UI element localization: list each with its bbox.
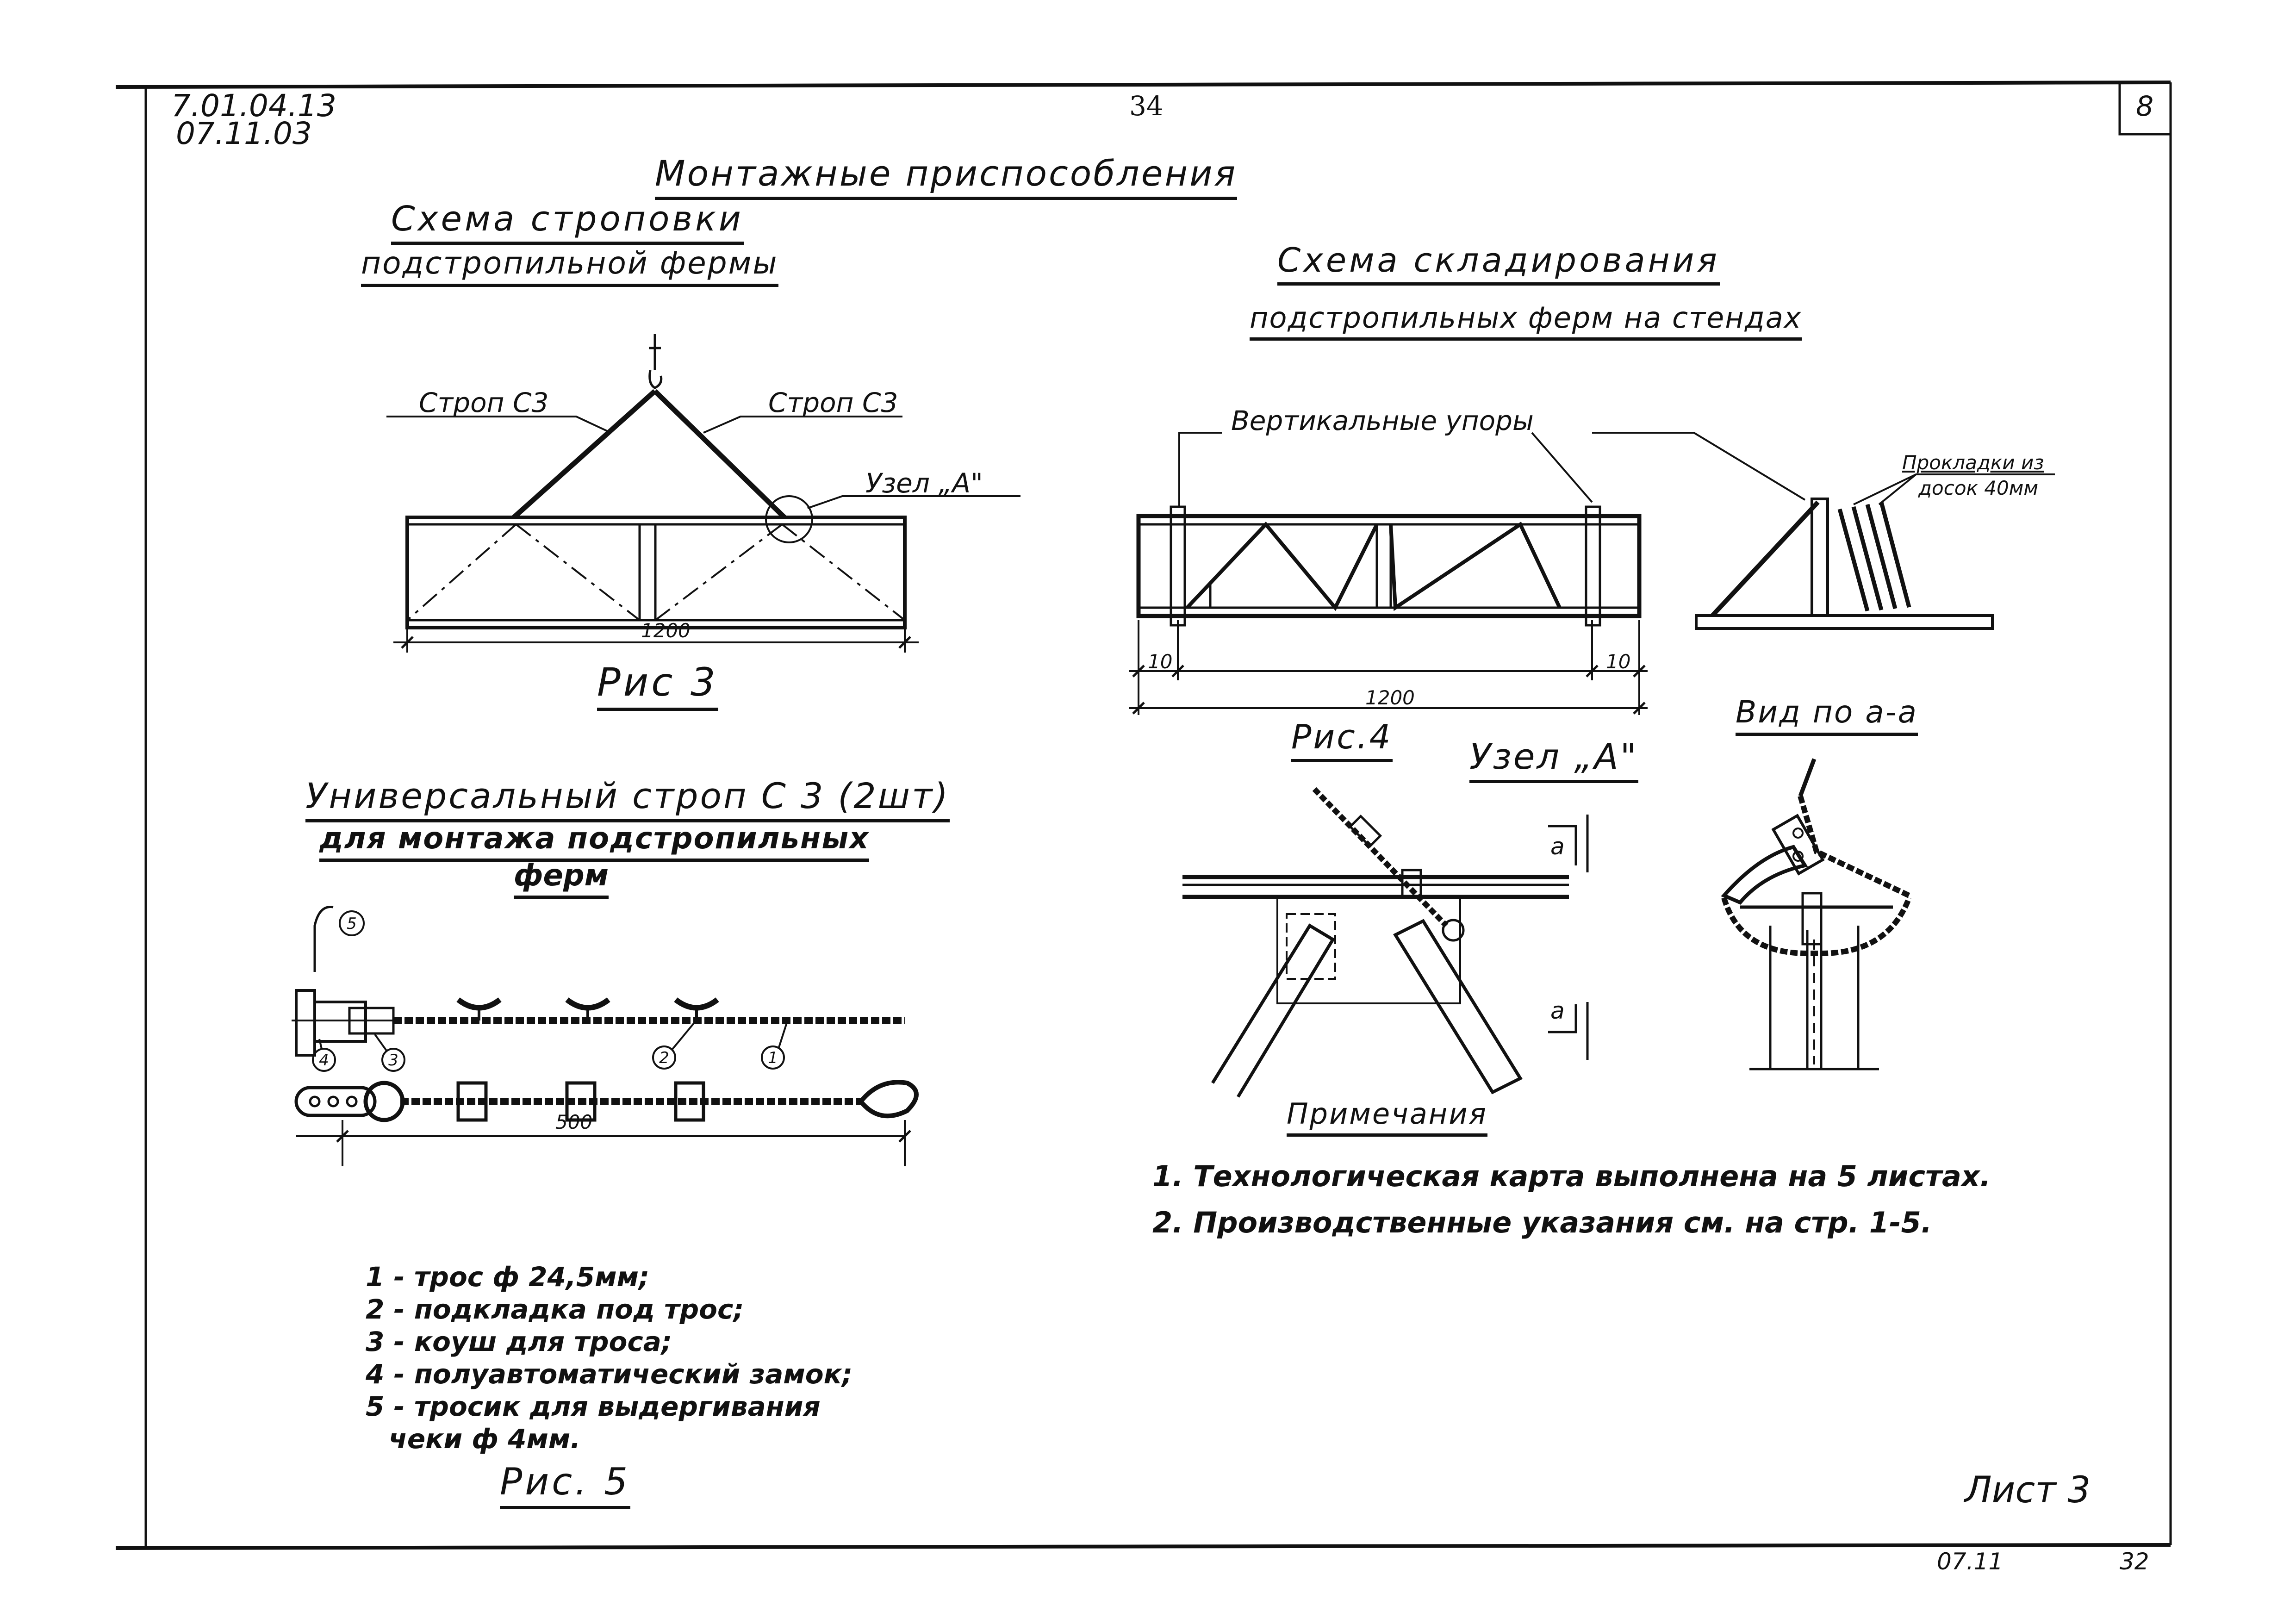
spacers-label-line2: досок 40мм <box>1918 477 2039 499</box>
fig4-title-line1: Схема складирования <box>1277 241 1720 286</box>
fig4-caption: Рис.4 <box>1291 717 1393 762</box>
note-item-2: 2. Производственные указания см. на стр. 1-5. <box>1152 1206 1932 1239</box>
sheet-label: Лист 3 <box>1965 1469 2091 1511</box>
fig4-title-line2: подстропильных ферм на стендах <box>1250 301 1802 341</box>
legend-item-3: 3 - коуш для троса; <box>366 1326 672 1357</box>
main-title: Монтажные приспособления <box>655 153 1237 200</box>
node-a-detail <box>1182 789 1587 1097</box>
corner-number: 8 <box>2136 90 2154 123</box>
fig3-caption: Рис 3 <box>597 660 718 711</box>
fig5-sling-drawing <box>292 907 916 1167</box>
node-a-title: Узел „А" <box>1469 736 1638 783</box>
view-aa-title: Вид по а-а <box>1736 694 1918 736</box>
fig5-callout-numbers <box>319 915 778 1070</box>
fig3-title-line1: Схема строповки <box>391 199 744 245</box>
fig5-title-line1: Универсальный строп С 3 (2шт) <box>305 775 950 822</box>
fig4-dim-right: 10 <box>1606 650 1631 673</box>
fig3-title-line2: подстропильной фермы <box>361 245 778 287</box>
spacers-label-line1: Прокладки из <box>1902 451 2044 474</box>
fig4-dim-left: 10 <box>1148 650 1173 673</box>
callout-5: 5 <box>347 915 357 933</box>
node-a-label: Узел „А" <box>865 467 983 499</box>
callout-2: 2 <box>659 1049 669 1067</box>
footer-number: 32 <box>2120 1548 2149 1575</box>
vertical-stops-label: Вертикальные упоры <box>1231 405 1534 436</box>
section-mark-bottom: а <box>1550 997 1565 1024</box>
page-number: 34 <box>1129 90 1164 122</box>
legend-item-1: 1 - трос ф 24,5мм; <box>366 1261 650 1293</box>
fig5-title-line3: ферм <box>514 859 609 899</box>
callout-1: 1 <box>768 1049 778 1067</box>
fig3-dimension: 1200 <box>641 619 691 642</box>
sling-label-left: Строп С3 <box>419 387 549 418</box>
sling-label-right: Строп С3 <box>768 387 898 418</box>
section-mark-top: а <box>1550 833 1565 860</box>
fig5-dimension: 500 <box>555 1111 593 1133</box>
view-aa-detail <box>1724 759 1909 1069</box>
notes-heading: Примечания <box>1287 1097 1487 1137</box>
fig5-caption: Рис. 5 <box>500 1460 630 1509</box>
callout-3: 3 <box>388 1051 398 1070</box>
fig4-truss <box>1129 433 1805 715</box>
legend-item-2: 2 - подкладка под трос; <box>366 1294 744 1325</box>
legend-item-4: 4 - полуавтоматический замок; <box>366 1358 853 1390</box>
callout-4: 4 <box>319 1051 329 1070</box>
drawing-code: 7.01.04.13 <box>171 88 336 124</box>
footer-date: 07.11 <box>1937 1548 2004 1575</box>
note-item-1: 1. Технологическая карта выполнена на 5 листах. <box>1152 1159 1991 1193</box>
legend-item-5-cont: чеки ф 4мм. <box>389 1423 581 1455</box>
legend-item-5: 5 - тросик для выдергивания <box>366 1391 821 1422</box>
drawing-date: 07.11.03 <box>176 116 312 151</box>
fig4-dim-total: 1200 <box>1365 686 1415 709</box>
fig5-title-line2: для монтажа подстропильных <box>319 821 869 862</box>
